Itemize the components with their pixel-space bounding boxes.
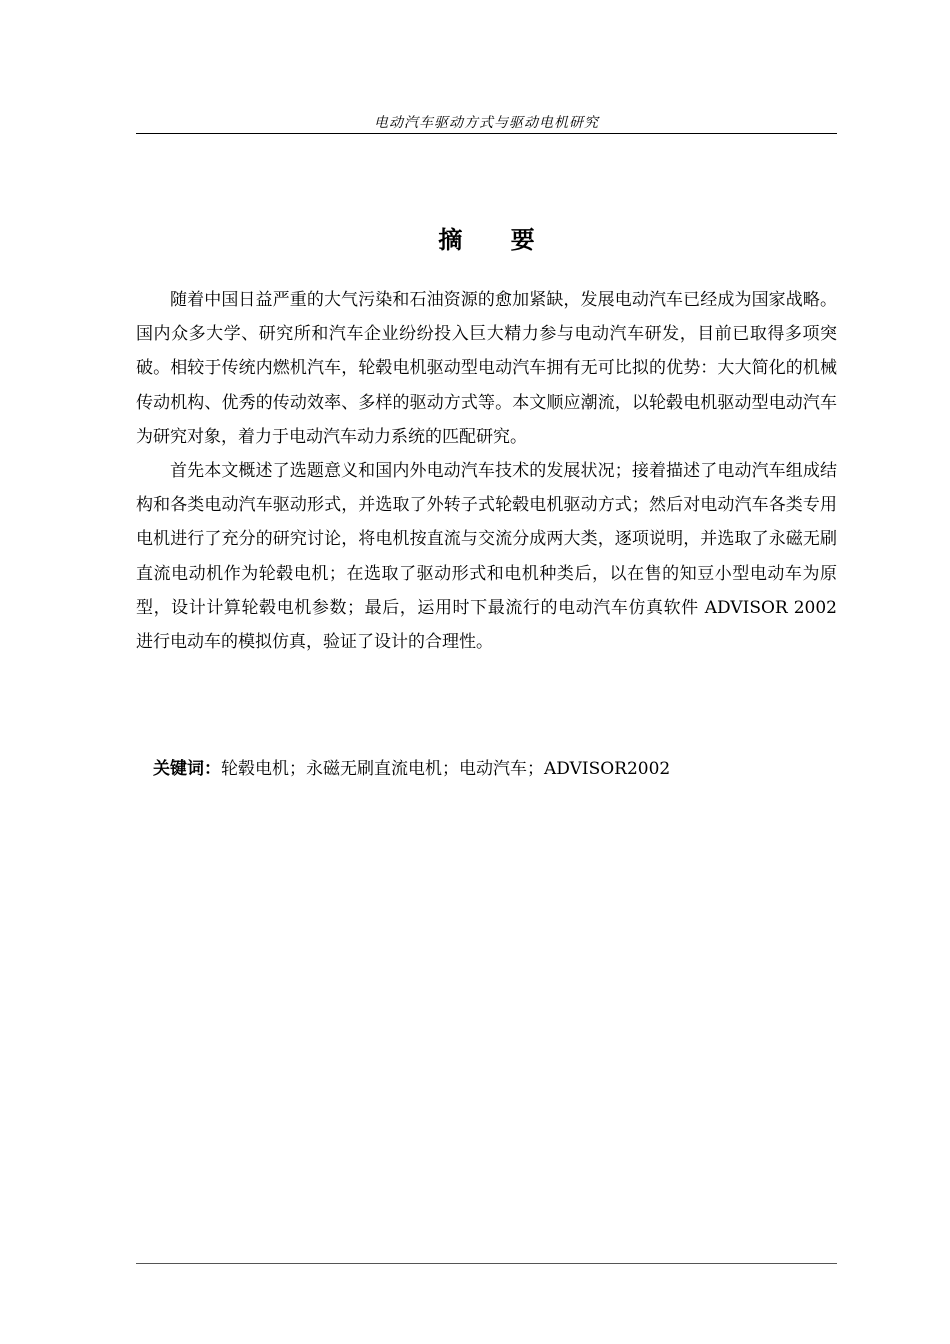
keywords-line <box>153 756 837 782</box>
abstract-paragraph-2: 首先本文概述了选题意义和国内外电动汽车技术的发展状况；接着描述了电动汽车组成结构和各类电动汽车驱动形式，并选取了外转子式轮毂电机驱动方式；然后对电动汽车各类专用电机进行了充分的研究讨论，将电机按直流与交流分成两大类，逐项说明，并选取了永磁无刷直流电动机作为轮毂电机；在选取了驱动形式和电机种类后，以在售的知豆小型电动车为原型，设计计算轮毂电机参数；最后，运用时下最流行的电动汽车仿真软件 ADVISOR 2002 进行电动车的模拟仿真，验证了设计的合理性。 <box>136 461 837 653</box>
abstract-title: 摘 要 <box>438 226 555 254</box>
footer-divider <box>136 1263 837 1264</box>
keywords-label: 关键词： <box>153 759 221 779</box>
abstract-body <box>136 283 837 659</box>
running-header: 电动汽车驱动方式与驱动电机研究 <box>374 115 599 131</box>
abstract-paragraph-1: 随着中国日益严重的大气污染和石油资源的愈加紧缺，发展电动汽车已经成为国家战略。国内众多大学、研究所和汽车企业纷纷投入巨大精力参与电动汽车研发，目前已取得多项突破。相较于传统内燃机汽车，轮毂电机驱动型电动汽车拥有无可比拟的优势：大大简化的机械传动机构、优秀的传动效率、多样的驱动方式等。本文顺应潮流，以轮毂电机驱动型电动汽车为研究对象，着力于电动汽车动力系统的匹配研究。 <box>136 290 837 447</box>
keywords-text: 轮毂电机；永磁无刷直流电机；电动汽车；ADVISOR2002 <box>221 759 671 779</box>
header-divider <box>136 133 837 134</box>
